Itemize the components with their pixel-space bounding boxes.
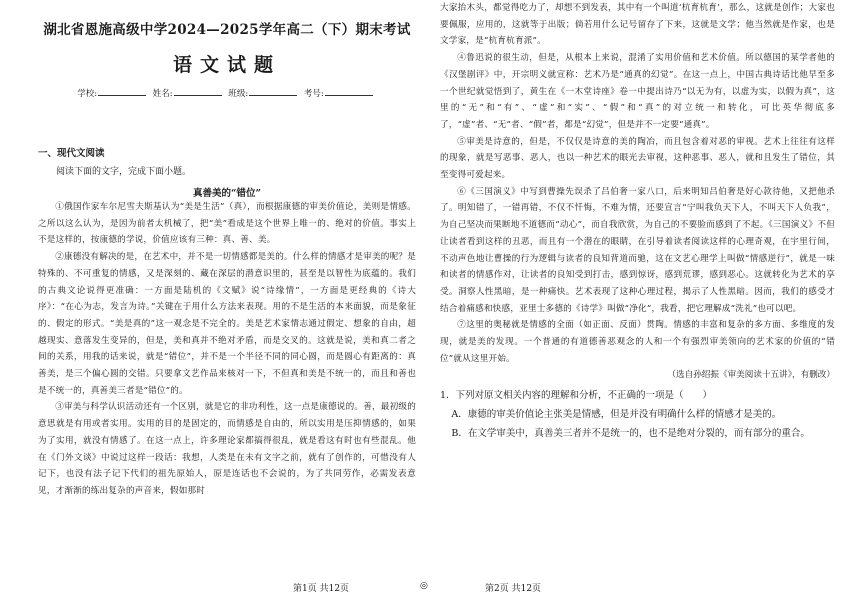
paragraph-1: ①俄国作家车尔尼雪夫斯基认为“美是生活”（真），而根据康德的审美价值论，美则是情感。之所以这么认为，是因为前者太机械了，把“美”看成是这个世界上唯一的、绝对的价值。事实上不是这样的，按康德的学说，价值应该有三种：真、善、美。 xyxy=(38,202,416,246)
paragraph-5: ⑤审美是诗意的，但是，不仅仅是诗意的美的陶冶，而且包含着对恶的审视。艺术上往往有这样的现象，就是写恶事、恶人，也以一种艺术的眼光去审视，这种恶事、恶人，就和且发生了错位，其至变得可爱起来。 xyxy=(440,136,835,181)
left-page-number: 第1页 共12页 xyxy=(293,584,350,594)
exam-number-blank[interactable] xyxy=(325,95,373,96)
school-blank[interactable] xyxy=(98,95,146,96)
paragraph-3-continued: 大家抬木头，都觉得吃力了，却想不到发表，其中有一个叫道‘杭育杭育’，那么，这就是创作；大家也要佩服，应用的，这就等于出版；倘若用什么记号留存了下来，这就是文学；他当然就是作家，也是文学家，是“杭育杭育派”。 xyxy=(440,3,835,47)
question-stem: 1．下列对原文相关内容的理解和分析，不正确的一项是（ ） xyxy=(440,390,713,402)
paragraph-4: ④鲁迅说的很生动，但是，从根本上来说，混淆了实用价值和艺术价值。所以德国的某学者他的《汉堡剧评》中，开宗明义就宣称：艺术乃是“通真的幻觉”。在这一点上，中国古典诗话比他早至多一个世纪就觉悟到了，黄生在《一木堂诗座》卷一中提出诗乃“以无为有，以虚为实，以假为真”，这里的“无”和“有”、“虚”和“实”、“假”和“真”的对立统一和转化，可比英华彻底多了，“虚”者、“无”者、“假”者，都是“幻觉”，但是并不一定要“通真”。 xyxy=(440,53,835,130)
name-blank[interactable] xyxy=(174,95,222,96)
class-label: 班级: xyxy=(228,89,249,99)
class-blank[interactable] xyxy=(249,95,297,96)
source-citation: （选自孙绍振《审美阅读十五讲》，有删改） xyxy=(667,370,835,381)
left-column xyxy=(38,0,416,500)
option-a[interactable]: A．康德的审美价值论主张美是情感，但是并没有明确什么样的情感才是美的。 xyxy=(451,409,782,421)
paragraph-7: ⑦这里的奥秘就是情感的全面（如正面、反面）贯陶。情感的丰富和复杂的多方面、多维度的发现，就是美的发现。一个普通的有道德善恶观念的人和一个有强烈审美领向的艺术家的价值的“错位”就从这里开始。 xyxy=(440,320,835,364)
paragraph-6: ⑥《三国演义》中写到曹操先误杀了吕伯奢一家八口，后来明知吕伯奢是好心款待他，又把他杀了。明知错了，一错再错，不仅不忏悔，不难为情，还要宣言“宁叫我负天下人，不叫天下人负我”，为自己坚决而果断地不道德而“动心”，而自我欣赏，为自己的不要脸而感到了不起。《三国演义》不但让读者看到这样的丑恶，而且有一个潜在的眼睛，在引导着读者阅读这样的心理奇观，在宇里行间，不动声色地让曹操的行为逻辑与读者的良知背道而驰，这在文艺心理学上叫做“情感逆行”，就是一味和读者的情感作对，让读者的良知受到打击，感到惊讶，感到荒谬，感到恶心。这就转化为艺术的享受。洞察人性黑暗，是一种痛快。艺术表现了这种心理过程，揭示了人性黑暗。因而，我们的感受才结合着痛感和快感，亚里士多德的《诗学》叫做“净化”，我看，把它理解成“洗礼”也可以吧。 xyxy=(440,186,835,314)
right-page-number: 第2页 共12页 xyxy=(485,584,542,594)
paragraph-3: ③审美与科学认识活动还有一个区别，就是它的非功利性，这一点是康德说的。善，最初级的意思就是有用或者实用。实用的目的是固定的，而情感是自由的，所以实用是压抑情感的，如果为了实用，就没有情感了。在这一点上，许多理论家都搞得很乱，就是看这有时也有些混乱。他在《门外文谈》中说过这样一段话：我想，人类是在未有文字之前，就有了创作的，可惜没有人记下，也没有法子记下代们的祖先原始人，原是连话也不会说的，为了共同劳作，必需发表意见，才渐渐的练出复杂的声音来，假如那时 xyxy=(38,402,416,496)
instruction: 阅读下面的文字，完成下面小题。 xyxy=(56,167,192,177)
section-heading: 一、现代文阅读 xyxy=(38,148,105,159)
student-info-line xyxy=(38,87,416,99)
name-label: 姓名: xyxy=(152,89,173,99)
binding-mark: ◎ xyxy=(420,581,428,591)
exam-number-label: 考号: xyxy=(303,89,324,99)
right-column xyxy=(440,0,835,443)
exam-title: 湖北省恩施高级中学2024—2025学年高二（下）期末考试 xyxy=(43,22,411,38)
passage-title: 真善美的“错位” xyxy=(193,188,261,199)
exam-subtitle: 语文试题 xyxy=(172,54,281,76)
paragraph-2: ②康德没有解决的是，在艺术中，并不是一切情感都是美的。什么样的情感才是审美的呢？是特殊的、不可重复的情感，又是深刻的、藏在深层的潜意识里的，甚至是以智性为底蕴的。我们的古典文论说得更准确：一方面是陆机的《文赋》说“诗缘情”，一方面是更经典的《诗大序》：“在心为志，发言为诗。”关键在于用什么方法来表现。用的不是生活的本来面貌，而是象征的、假定的形式。“美是真的”这一观念是不完全的。美是艺术家情志通过假定、想象的自由，超越现实、意落发生变异的，但是，美和真并不绝对矛盾，而是交叉的。这就是说，美和真二者之间的关系，用我的话来说，就是“错位”，并不是一个半径不同的同心圆，而是圆心有距离的：真善美，是三个偏心圆的交错。只要拿文艺作品来核对一下，不但真和美是不统一的，而且和善也是不统一的，真善美三者是“错位”的。 xyxy=(38,252,416,396)
school-label: 学校: xyxy=(77,89,98,99)
option-b[interactable]: B．在文学审美中，真善美三者并不是统一的，也不是绝对分裂的，而有部分的重合。 xyxy=(451,428,810,440)
